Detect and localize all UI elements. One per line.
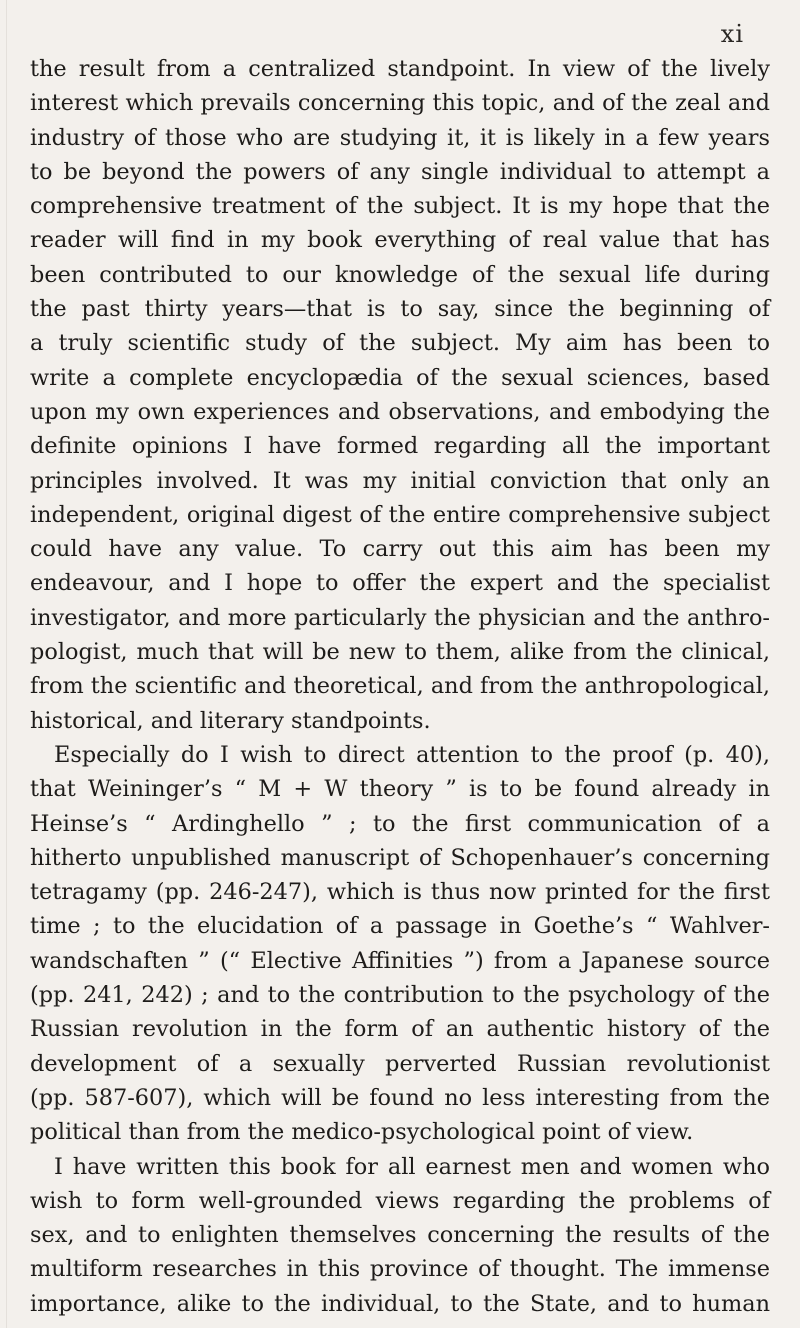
text-line: could have any value. To carry out this aim has been my (30, 536, 770, 563)
text-line: wandschaften ” (“ Elective Affinities ”) from a Japanese source (30, 947, 770, 974)
text-line: Heinse’s “ Ardinghello ” ; to the first communication of a (30, 810, 770, 837)
text-line: write a complete encyclopædia of the sexual sciences, based (30, 364, 770, 391)
text-line: multiform researches in this province of thought. The immense (30, 1256, 770, 1283)
text-line: to be beyond the powers of any single individual to attempt a (30, 158, 770, 185)
text-line: hitherto unpublished manuscript of Schopenhauer’s concerning (30, 844, 770, 871)
text-line: Russian revolution in the form of an authentic history of the (30, 1016, 770, 1043)
paragraph-start-line: I have written this book for all earnest men and women who (54, 1153, 770, 1180)
text-line: been contributed to our knowledge of the sexual life during (30, 261, 770, 288)
text-line: development of a sexually perverted Russian revolutionist (30, 1050, 770, 1077)
text-line: upon my own experiences and observations, and embodying the (30, 398, 770, 425)
text-line: sex, and to enlighten themselves concerning the results of the (30, 1222, 770, 1249)
text-line: tetragamy (pp. 246-247), which is thus now printed for the first (30, 879, 770, 906)
text-line: principles involved. It was my initial conviction that only an (30, 467, 770, 494)
text-line: importance, alike to the individual, to the State, and to human (30, 1290, 770, 1317)
page-number: xi (720, 20, 744, 48)
text-line: from the scientific and theoretical, and from the anthropological, (30, 673, 770, 700)
text-line: interest which prevails concerning this topic, and of the zeal and (30, 90, 770, 117)
text-line: comprehensive treatment of the subject. It is my hope that the (30, 193, 770, 220)
text-line: a truly scientific study of the subject. My aim has been to (30, 330, 770, 357)
paragraph-start-line: Especially do I wish to direct attention to the proof (p. 40), (54, 741, 770, 768)
text-line: industry of those who are studying it, it is likely in a few years (30, 124, 770, 151)
text-line: independent, original digest of the entire comprehensive subject (30, 501, 770, 528)
text-line: reader will find in my book everything of real value that has (30, 227, 770, 254)
body-text (30, 52, 770, 1321)
text-line: the past thirty years—that is to say, since the beginning of (30, 296, 770, 323)
text-line: the result from a centralized standpoint. In view of the lively (30, 56, 770, 82)
paragraph-end-line: historical, and literary standpoints. (30, 707, 431, 734)
text-line: (pp. 587-607), which will be found no less interesting from the (30, 1084, 770, 1111)
text-line: endeavour, and I hope to offer the expert and the specialist (30, 570, 770, 597)
page-edge-shadow (6, 0, 7, 1328)
text-line: time ; to the elucidation of a passage in Goethe’s “ Wahlver- (30, 913, 770, 940)
text-line: pologist, much that will be new to them, alike from the clinical, (30, 639, 770, 666)
text-line: definite opinions I have formed regarding all the important (30, 433, 770, 460)
text-line: investigator, and more particularly the physician and the anthro- (30, 604, 770, 631)
text-line: wish to form well-grounded views regarding the problems of (30, 1187, 770, 1214)
text-line: (pp. 241, 242) ; and to the contribution to the psychology of the (30, 982, 770, 1009)
paragraph-end-line: political than from the medico-psychological point of view. (30, 1119, 694, 1146)
text-line: that Weininger’s “ M + W theory ” is to be found already in (30, 776, 770, 803)
